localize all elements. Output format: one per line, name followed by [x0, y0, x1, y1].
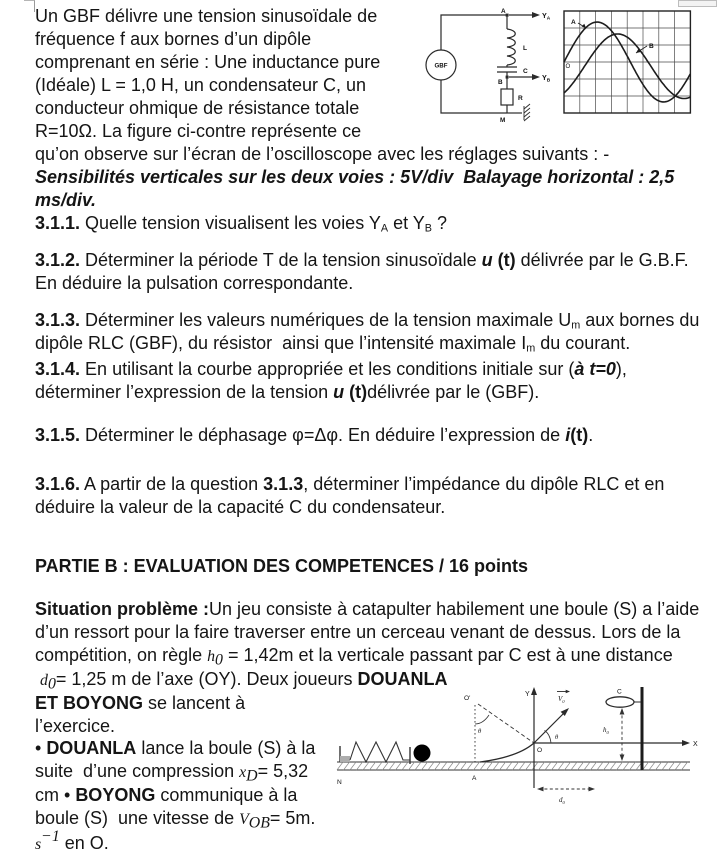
origin-label: O — [537, 747, 543, 754]
ya-arrowhead — [532, 12, 540, 18]
v0-label: $V_0$ — [558, 695, 565, 704]
h0-label: $h_0$ — [603, 726, 609, 735]
curve-b-label: B — [649, 43, 654, 50]
oprime-label: O' — [464, 695, 471, 702]
figure-rlc-oscilloscope — [414, 5, 704, 133]
intro-paragraph: Un GBF délivre une tension sinusoïdale de fréquence f aux bornes d’un dipôle comprenant en série : Une inductance pure (Idéale) L = 1,0 H, un condensateur C, un conducteur ohmique de résistance totale R=10Ω. La figure ci-contre représente ce qu’on observe sur l’écran de l’oscilloscope avec les réglages suivants : - Sensibilités verticales sur les deux voies : 5V/div Balayage horizontal : 2,5 ms/div. — [35, 6, 675, 210]
point-n-label: N — [337, 779, 342, 786]
oscilloscope-screen — [563, 9, 693, 119]
resistor-symbol — [501, 89, 513, 105]
v0-vector — [534, 712, 565, 743]
channel-yb-label: $Y_B$ — [542, 73, 551, 84]
theta-oprime-label: θ — [478, 728, 482, 735]
situation-paragraph: Situation problème :Un jeu consiste à catapulter habilement une boule (S) a l’aide d’un ressort pour la faire traverser entre un cerceau venant de dessus. Lors de la compétition, on règle $h_0 = 1,42m$ et la verticale passant par C est à une distance $d_0= 1,25$ m de l’axe (OY). Deux joueurs DOUANLA — [35, 599, 700, 693]
capacitor-symbol — [497, 67, 517, 72]
hoop — [606, 697, 634, 707]
question-3-1-3: 3.1.3. Déterminer les valeurs numériques de la tension maximale $U_m$ aux bornes du dipôle RLC (GBF), du résistor ainsi que l’intensité maximale $I_m$ du courant. — [35, 310, 700, 355]
catapult-diagram — [332, 686, 704, 818]
d0-label: $d_0$ — [559, 796, 565, 805]
circuit-diagram — [425, 5, 557, 131]
question-3-1-4: 3.1.4. En utilisant la courbe appropriée et les conditions initiale sur (à t=0), déterminer l’expression de la tension u (t)délivrée par le (GBF). — [35, 359, 627, 402]
hoop-c-label: C — [617, 688, 622, 696]
scan-mark-top-right — [678, 0, 717, 7]
curve-a-label: A — [571, 19, 576, 26]
node-m-label: M — [500, 117, 506, 124]
y-axis-label: Y — [525, 691, 530, 698]
ground-symbol — [524, 104, 530, 121]
scope-origin-label: O — [565, 64, 571, 70]
resistor-label: R — [518, 95, 523, 102]
partie-b-heading: PARTIE B : EVALUATION DES COMPETENCES / 16 points — [35, 556, 529, 576]
wall-base — [340, 756, 350, 762]
node-b-label: B — [498, 79, 503, 86]
question-3-1-1: 3.1.1. Quelle tension visualisent les voies $Y_A$ et $Y_B$ ? — [35, 213, 448, 235]
ground-hatch — [337, 762, 688, 770]
spring-symbol — [350, 742, 410, 762]
question-3-1-6: 3.1.6. A partir de la question 3.1.3, déterminer l’impédance du dipôle RLC et en déduire la valeur de la capacité C du condensateur. — [35, 474, 665, 517]
gbf-label: GBF — [434, 62, 448, 70]
ball — [414, 745, 431, 762]
channel-ya-label: $Y_A$ — [542, 11, 551, 22]
question-3-1-2: 3.1.2. Déterminer la période T de la tension sinusoïdale u (t) délivrée par le G.B.F. En déduire la pulsation correspondante. — [35, 250, 689, 293]
theta-o-label: θ — [555, 734, 559, 741]
x-axis-label: X — [693, 741, 698, 748]
players-paragraph: ET BOYONG se lancent à l’exercice. • DOUANLA lance la boule (S) à la suite d’une compression $x_D= 5,32$ cm • BOYONG communique à la boule (S) une vitesse de $V_{OB}= 5m$. $s^{-1}$ en O. — [35, 693, 316, 853]
capacitor-label: C — [523, 68, 528, 75]
figure-catapult-sketch — [332, 686, 704, 818]
inductor-label: L — [523, 45, 528, 52]
yb-arrowhead — [532, 74, 540, 80]
inductor-symbol — [507, 29, 515, 65]
ramp-curve — [480, 743, 534, 762]
node-a-label: A — [501, 8, 506, 15]
oblique-dashed-line — [478, 704, 534, 743]
scan-mark-top-left — [24, 0, 35, 12]
point-a-label: A — [472, 775, 477, 782]
question-3-1-5: 3.1.5. Déterminer le déphasage φ=Δφ. En déduire l’expression de i(t). — [35, 425, 594, 445]
